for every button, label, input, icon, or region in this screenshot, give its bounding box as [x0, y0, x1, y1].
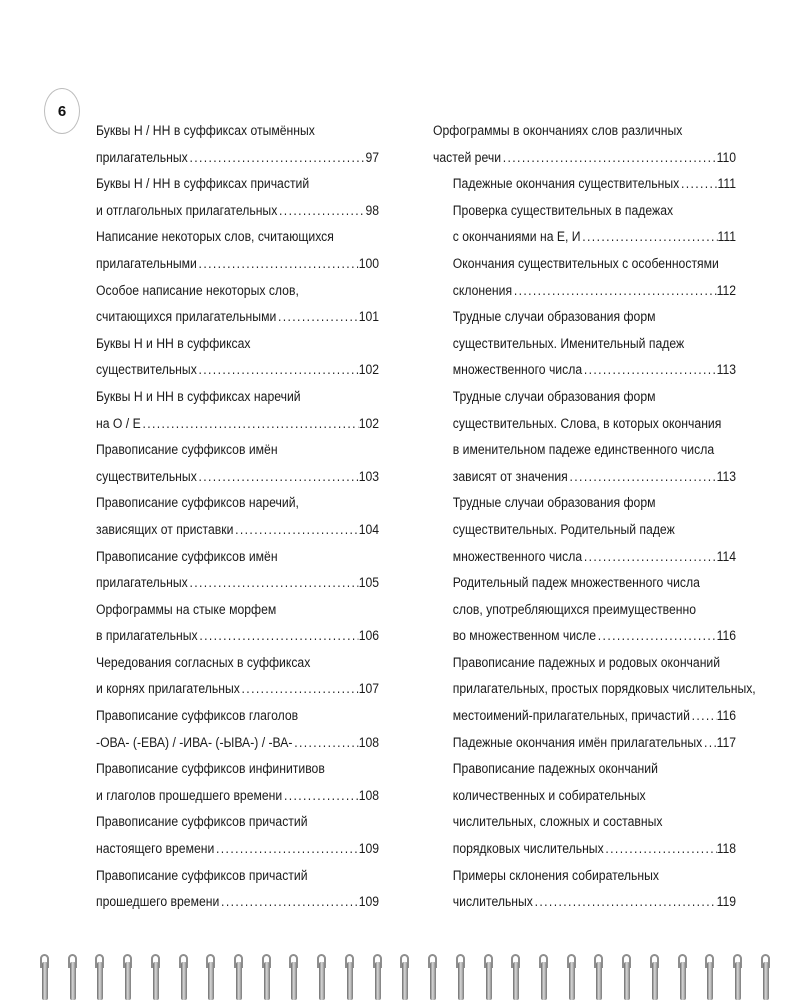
dot-leader: [197, 357, 359, 384]
dot-leader: [276, 304, 358, 331]
toc-page-number: 109: [358, 894, 380, 911]
toc-entry-title-line: Правописание суффиксов причастий: [96, 814, 308, 831]
toc-page-number: 119: [716, 894, 737, 911]
spiral-ring: [761, 948, 770, 1000]
toc-entry-title-line: Правописание падежных окончаний: [452, 761, 658, 778]
toc-page-number: 117: [716, 734, 737, 751]
toc-entry-title-line: количественных и собирательных: [452, 787, 646, 804]
toc-page-number: 105: [358, 575, 380, 592]
dot-leader: [214, 836, 358, 863]
toc-entry-title-line: Буквы Н / НН в суффиксах отымённых: [96, 123, 315, 139]
toc-entry-last-line: [453, 836, 736, 863]
toc-entry-last-line: [96, 730, 379, 757]
toc-entry-title-line: слов, употребляющихся преимущественно: [452, 601, 697, 618]
spiral-ring: [40, 948, 49, 1000]
toc-entry-title-line: Орфограммы в окончаниях слов различных: [433, 123, 683, 139]
toc-entry-title-line: в именительном падеже единственного числа: [452, 442, 715, 459]
toc-page-number: 114: [716, 548, 737, 565]
toc-entry-title-line: прилагательных: [96, 149, 188, 166]
spiral-ring: [567, 948, 576, 1000]
dot-leader: [582, 357, 716, 384]
spiral-ring: [151, 948, 160, 1000]
toc-page-number: 108: [358, 787, 380, 804]
toc-entry[interactable]: [96, 597, 379, 650]
dot-leader: [141, 411, 359, 438]
toc-entry-title-line: на О / Е: [96, 415, 141, 432]
dot-leader: [219, 889, 358, 916]
toc-page-number: 98: [365, 202, 380, 219]
spiral-ring: [262, 948, 271, 1000]
toc-entry-title-line: порядковых числительных: [452, 841, 604, 858]
toc-entry-title-line: множественного числа: [452, 362, 583, 379]
toc-page-number: 97: [365, 149, 380, 166]
spiral-ring: [539, 948, 548, 1000]
toc-entry[interactable]: [433, 490, 736, 570]
spiral-ring: [206, 948, 215, 1000]
toc-page-number: 112: [716, 282, 737, 299]
toc-entry-title-line: существительных. Родительный падеж: [452, 521, 675, 538]
toc-entry-last-line: [96, 676, 379, 703]
toc-entry-title-line: и отглагольных прилагательных: [96, 202, 278, 219]
toc-entry-last-line: [96, 145, 379, 172]
toc-entry-last-line: [453, 889, 736, 916]
toc-page-number: 100: [358, 255, 380, 272]
toc-entry-title-line: Правописание суффиксов причастий: [96, 867, 308, 884]
dot-leader: [512, 278, 716, 305]
toc-entry-title-line: Правописание суффиксов имён: [96, 442, 278, 459]
toc-entry-title-line: зависят от значения: [452, 468, 568, 485]
dot-leader: [568, 464, 717, 491]
toc-entry-last-line: [453, 224, 736, 251]
toc-page-number: 116: [716, 628, 737, 645]
toc-page-number: 111: [717, 229, 737, 246]
spiral-ring: [594, 948, 603, 1000]
toc-entry-title-line: существительных: [96, 468, 197, 485]
toc-entry-last-line: [96, 623, 379, 650]
toc-entry-last-line: [453, 703, 736, 730]
toc-page-number: 111: [717, 176, 737, 193]
toc-entry-title-line: частей речи: [433, 149, 502, 166]
dot-leader: [604, 836, 717, 863]
toc-entry-last-line: [453, 357, 736, 384]
toc-entry-title-line: числительных: [452, 894, 533, 911]
toc-entry-last-line: [453, 623, 736, 650]
toc-entry-title-line: существительных. Именительный падеж: [452, 335, 685, 352]
toc-page-number: 108: [358, 734, 380, 751]
spiral-ring: [95, 948, 104, 1000]
toc-entry-last-line: [96, 251, 379, 278]
toc-entry[interactable]: [433, 171, 736, 198]
dot-leader: [679, 171, 717, 198]
toc-entry[interactable]: [96, 490, 379, 543]
toc-entry-title-line: Примеры склонения собирательных: [452, 867, 660, 884]
toc-entry-last-line: [96, 411, 379, 438]
toc-entry-title-line: Родительный падеж множественного числа: [452, 575, 700, 592]
toc-entry[interactable]: [96, 756, 379, 809]
toc-page-number: 103: [358, 468, 380, 485]
toc-entry-last-line: [453, 278, 736, 305]
toc-entry-title-line: существительных: [96, 362, 197, 379]
toc-page-number: 116: [716, 708, 737, 725]
toc-entry-last-line: [96, 836, 379, 863]
toc-entry-title-line: прилагательными: [96, 255, 197, 272]
toc-entry[interactable]: [96, 384, 379, 437]
toc-entry-title-line: Буквы Н и НН в суффиксах: [96, 335, 251, 352]
toc-entry-title-line: Трудные случаи образования форм: [452, 495, 656, 512]
toc-page-number: 109: [358, 841, 380, 858]
toc-entry-title-line: в прилагательных: [96, 628, 198, 645]
spiral-ring: [373, 948, 382, 1000]
dot-leader: [690, 703, 717, 730]
toc-page-number: 107: [358, 681, 380, 698]
dot-leader: [197, 251, 359, 278]
toc-entry-last-line: [96, 570, 379, 597]
toc-entry-title-line: Трудные случаи образования форм: [452, 388, 656, 405]
toc-entry-title-line: Правописание суффиксов наречий,: [96, 495, 299, 512]
toc-entry-title-line: Чередования согласных в суффиксах: [96, 654, 311, 671]
toc-entry-title-line: Трудные случаи образования форм: [452, 309, 656, 326]
toc-entry-title-line: -ОВА- (-ЕВА) / -ИВА- (-ЫВА-) / -ВА-: [96, 734, 293, 751]
toc-entry[interactable]: [96, 437, 379, 490]
toc-entry-title-line: считающихся прилагательными: [96, 309, 277, 326]
toc-entry-title-line: Орфограммы на стыке морфем: [96, 601, 277, 618]
spiral-ring: [345, 948, 354, 1000]
toc-entry-title-line: Буквы Н и НН в суффиксах наречий: [96, 388, 301, 405]
toc-entry-title-line: Правописание суффиксов инфинитивов: [96, 761, 325, 778]
toc-entry[interactable]: [433, 384, 736, 490]
toc-entry-title-line: Написание некоторых слов, считающихся: [96, 229, 334, 246]
spiral-ring: [650, 948, 659, 1000]
dot-leader: [240, 676, 359, 703]
toc-entry[interactable]: [433, 570, 736, 650]
spiral-ring: [179, 948, 188, 1000]
toc-entry-last-line: [96, 889, 379, 916]
toc-entry-title-line: склонения: [452, 282, 513, 299]
dot-leader: [702, 730, 716, 757]
toc-entry[interactable]: [433, 304, 736, 384]
toc-page-number: 102: [358, 362, 380, 379]
spiral-ring: [68, 948, 77, 1000]
spiral-binding: [40, 948, 770, 1000]
dot-leader: [188, 570, 359, 597]
toc-entry-last-line: [96, 304, 379, 331]
toc-entry-last-line: [96, 464, 379, 491]
toc-entry[interactable]: [433, 756, 736, 862]
dot-leader: [582, 544, 716, 571]
toc-entry[interactable]: [96, 171, 379, 224]
toc-entry-title-line: Правописание суффиксов глаголов: [96, 708, 299, 725]
toc-entry-last-line: [453, 544, 736, 571]
toc-entry-title-line: Падежные окончания имён прилагательных: [452, 734, 703, 751]
toc-entry-title-line: Правописание падежных и родовых окончаний: [452, 654, 721, 671]
dot-leader: [533, 889, 717, 916]
toc-entry-title-line: местоимений-прилагательных, причастий: [452, 708, 690, 725]
toc-entry-title-line: множественного числа: [452, 548, 583, 565]
spiral-ring: [123, 948, 132, 1000]
toc-entry-title-line: существительных. Слова, в которых окончания: [452, 415, 722, 432]
toc-entry-title-line: и корнях прилагательных: [96, 681, 240, 698]
dot-leader: [581, 224, 718, 251]
toc-page-number: 102: [358, 415, 380, 432]
toc-right-column: [433, 118, 756, 916]
spiral-ring: [456, 948, 465, 1000]
toc-page-number: 101: [358, 309, 380, 326]
toc-entry-last-line: [96, 357, 379, 384]
dot-leader: [277, 198, 365, 225]
dot-leader: [292, 730, 358, 757]
toc-entry-last-line: [453, 464, 736, 491]
dot-leader: [198, 623, 359, 650]
toc-entry[interactable]: [433, 650, 756, 730]
spiral-ring: [678, 948, 687, 1000]
spiral-ring: [317, 948, 326, 1000]
toc-entry-title-line: числительных, сложных и составных: [452, 814, 663, 831]
spiral-ring: [428, 948, 437, 1000]
dot-leader: [188, 145, 366, 172]
toc-entry-last-line: [453, 730, 736, 757]
spiral-ring: [234, 948, 243, 1000]
toc-entry[interactable]: [96, 118, 379, 171]
toc-entry[interactable]: [96, 650, 379, 703]
toc-entry-title-line: Правописание суффиксов имён: [96, 548, 278, 565]
toc-page-number: 113: [716, 468, 737, 485]
toc-entry-title-line: зависящих от приставки: [96, 521, 234, 538]
spiral-ring: [733, 948, 742, 1000]
dot-leader: [501, 145, 717, 172]
spiral-ring: [622, 948, 631, 1000]
toc-entry[interactable]: [433, 863, 736, 916]
toc-entry[interactable]: [96, 809, 379, 862]
dot-leader: [282, 783, 358, 810]
toc-left-column: [96, 118, 379, 916]
dot-leader: [233, 517, 358, 544]
toc-entry-title-line: Падежные окончания существительных: [452, 176, 680, 193]
toc-entry-last-line: [96, 783, 379, 810]
toc-entry-title-line: прилагательных: [96, 575, 188, 592]
toc-page-number: 110: [716, 149, 737, 166]
toc-page-number: 106: [358, 628, 380, 645]
toc-entry-last-line: [96, 198, 379, 225]
toc-entry-title-line: Проверка существительных в падежах: [452, 202, 674, 219]
toc-entry[interactable]: [96, 278, 379, 331]
spiral-ring: [511, 948, 520, 1000]
page-number: 6: [57, 102, 67, 120]
toc-entry-title-line: и глаголов прошедшего времени: [96, 787, 283, 804]
toc-entry-title-line: прошедшего времени: [96, 894, 220, 911]
toc-entry-title-line: Буквы Н / НН в суффиксах причастий: [96, 176, 310, 193]
toc-page-number: 118: [716, 841, 737, 858]
spiral-ring: [289, 948, 298, 1000]
dot-leader: [596, 623, 717, 650]
toc-entry[interactable]: [433, 251, 736, 304]
toc-entry[interactable]: [96, 544, 379, 597]
toc-entry-title-line: настоящего времени: [96, 841, 215, 858]
toc-entry-last-line: [433, 145, 736, 172]
toc-entry[interactable]: [433, 198, 736, 251]
toc-page-number: 104: [358, 521, 380, 538]
toc-page-number: 113: [716, 362, 737, 379]
toc-entry-title-line: во множественном числе: [452, 628, 597, 645]
toc-entry[interactable]: [96, 703, 379, 756]
page-number-badge: [44, 88, 80, 134]
spiral-ring: [484, 948, 493, 1000]
toc-entry-last-line: [96, 517, 379, 544]
spiral-ring: [400, 948, 409, 1000]
toc-entry-title-line: Окончания существительных с особенностями: [452, 255, 719, 272]
toc-entry[interactable]: [96, 224, 379, 277]
toc-entry[interactable]: [96, 863, 379, 916]
toc-entry[interactable]: [96, 331, 379, 384]
toc-entry[interactable]: [433, 118, 736, 171]
toc-entry-title-line: Особое написание некоторых слов,: [96, 282, 299, 299]
toc-entry-title-line: прилагательных, простых порядковых числительных,: [452, 681, 756, 698]
toc-entry[interactable]: [433, 730, 736, 757]
toc-entry-title-line: с окончаниями на Е, И: [452, 229, 581, 246]
toc-entry-last-line: [453, 171, 736, 198]
dot-leader: [197, 464, 359, 491]
spiral-ring: [705, 948, 714, 1000]
